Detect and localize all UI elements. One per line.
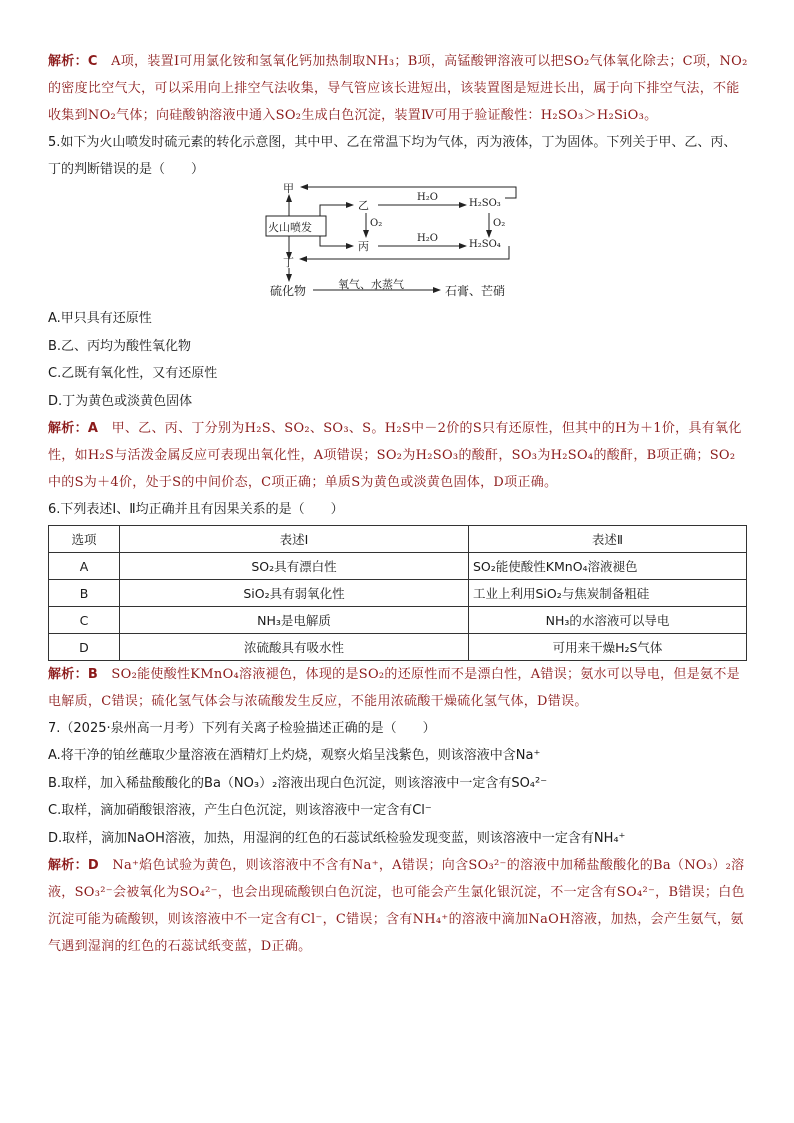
- table-cell: B: [49, 580, 120, 607]
- table-row: [49, 580, 747, 607]
- table-cell: SO₂能使酸性KMnO₄溶液褪色: [469, 553, 747, 580]
- question-7-stem: 7.（2025·泉州高一月考）下列有关离子检验描述正确的是（ ）: [48, 721, 436, 736]
- option-a: A.将干净的铂丝蘸取少量溶液在酒精灯上灼烧，观察火焰呈浅紫色，则该溶液中含Na⁺: [48, 748, 541, 763]
- table-row: [49, 553, 747, 580]
- table-header: 选项: [49, 526, 120, 553]
- option-b: B.取样，加入稀盐酸酸化的Ba（NO₃）₂溶液出现白色沉淀，则该溶液中一定含有SO₄²⁻: [48, 775, 548, 791]
- table-cell: SO₂具有漂白性: [120, 553, 469, 580]
- option-c: C.乙既有氧化性，又有还原性: [48, 366, 218, 381]
- node-jia: 甲: [283, 182, 294, 195]
- question-5-stem: 5.如下为火山喷发时硫元素的转化示意图，其中甲、乙在常温下均为气体，丙为液体，丁为固体。下列关于甲、乙、丙、丁的判断错误的是（ ）: [48, 135, 737, 177]
- option-d: D.取样，滴加NaOH溶液，加热，用湿润的红色的石蕊试纸检验发现变蓝，则该溶液中一定含有NH₄⁺: [48, 830, 626, 846]
- node-bing: 丙: [358, 240, 369, 253]
- label-h2o-bottom: H₂O: [417, 233, 438, 244]
- table-cell: 浓硫酸具有吸水性: [120, 634, 469, 661]
- table-row: [49, 607, 747, 634]
- table-cell: NH₃的水溶液可以导电: [469, 607, 747, 634]
- node-product: 石膏、芒硝: [445, 284, 506, 298]
- label-h2o-top: H₂O: [417, 192, 438, 203]
- question-6-table: [48, 525, 747, 661]
- table-cell: 可用来干燥H₂S气体: [469, 634, 747, 661]
- table-row: [49, 634, 747, 661]
- table-cell: SiO₂具有弱氧化性: [120, 580, 469, 607]
- node-h2so3: H₂SO₃: [469, 198, 501, 209]
- answer-analysis-q6: 解析：B SO₂能使酸性KMnO₄溶液褪色，体现的是SO₂的还原性而不是漂白性，A错误；氨水可以导电，但是氨不是电解质，C错误；硫化氢气体会与浓硫酸发生反应，不能用浓硫酸干燥硫化氢气体，D错误。: [48, 667, 740, 709]
- answer-analysis-q4: 解析：C A项，装置Ⅰ可用氯化铵和氢氧化钙加热制取NH₃；B项，高锰酸钾溶液可以把SO₂气体氧化除去；C项，NO₂的密度比空气大，可以采用向上排空气法收集，导气管应该长进短出，该装置图是短进长出，属于向下排空气法，不能收集到NO₂气体；向硅酸钠溶液中通入SO₂生成白色沉淀，装置Ⅳ可用于验证酸性：H₂SO₃＞H₂SiO₃。: [48, 54, 748, 123]
- node-volcano: 火山喷发: [268, 221, 312, 234]
- table-cell: NH₃是电解质: [120, 607, 469, 634]
- node-ding: 丁: [283, 256, 294, 269]
- node-h2so4: H₂SO₄: [469, 239, 501, 250]
- table-cell: C: [49, 607, 120, 634]
- answer-analysis-q7: 解析：D Na⁺焰色试验为黄色，则该溶液中不含有Na⁺，A错误；向含SO₃²⁻的溶液中加稀盐酸酸化的Ba（NO₃）₂溶液，SO₃²⁻会被氧化为SO₄²⁻，也会出现硫酸钡白色沉淀，也可能会产生氯化银沉淀，不一定含有SO₄²⁻，B错误；白色沉淀可能为硫酸钡，则该溶液中不一定含有Cl⁻，C错误；含有NH₄⁺的溶液中滴加NaOH溶液，加热，会产生氨气，氨气遇到湿润的红色的石蕊试纸变蓝，D正确。: [48, 858, 745, 954]
- page: [48, 48, 748, 960]
- table-cell: 工业上利用SiO₂与焦炭制备粗硅: [469, 580, 747, 607]
- table-header: 表述Ⅱ: [469, 526, 747, 553]
- answer-analysis-q5: 解析：A 甲、乙、丙、丁分别为H₂S、SO₂、SO₃、S。H₂S中－2价的S只有还原性，但其中的H为＋1价，具有氧化性，如H₂S与活泼金属反应可表现出氧化性，A项错误；SO₂为H₂SO₃的酸酐，SO₃为H₂SO₄的酸酐，B项正确；SO₂中的S为＋4价，处于S的中间价态，C项正确；单质S为黄色或淡黄色固体，D项正确。: [48, 421, 742, 490]
- label-o2-right: O₂: [493, 218, 506, 229]
- table-cell: A: [49, 553, 120, 580]
- option-a: A.甲只具有还原性: [48, 311, 152, 326]
- option-d: D.丁为黄色或淡黄色固体: [48, 393, 193, 409]
- label-oxygen-water: 氧气、水蒸气: [338, 278, 404, 291]
- option-b: B.乙、丙均为酸性氧化物: [48, 338, 192, 354]
- node-sulfide: 硫化物: [270, 284, 307, 298]
- table-header-row: [49, 526, 747, 553]
- label-o2-left: O₂: [370, 218, 383, 229]
- table-cell: D: [49, 634, 120, 661]
- answer-label: 解析：C: [48, 54, 98, 69]
- table-header: 表述Ⅰ: [120, 526, 469, 553]
- node-yi: 乙: [358, 199, 369, 212]
- question-6-stem: 6.下列表述Ⅰ、Ⅱ均正确并且有因果关系的是（ ）: [48, 502, 344, 517]
- sulfur-cycle-diagram: [0, 183, 794, 305]
- option-c: C.取样，滴加硝酸银溶液，产生白色沉淀，则该溶液中一定含有Cl⁻: [48, 803, 432, 818]
